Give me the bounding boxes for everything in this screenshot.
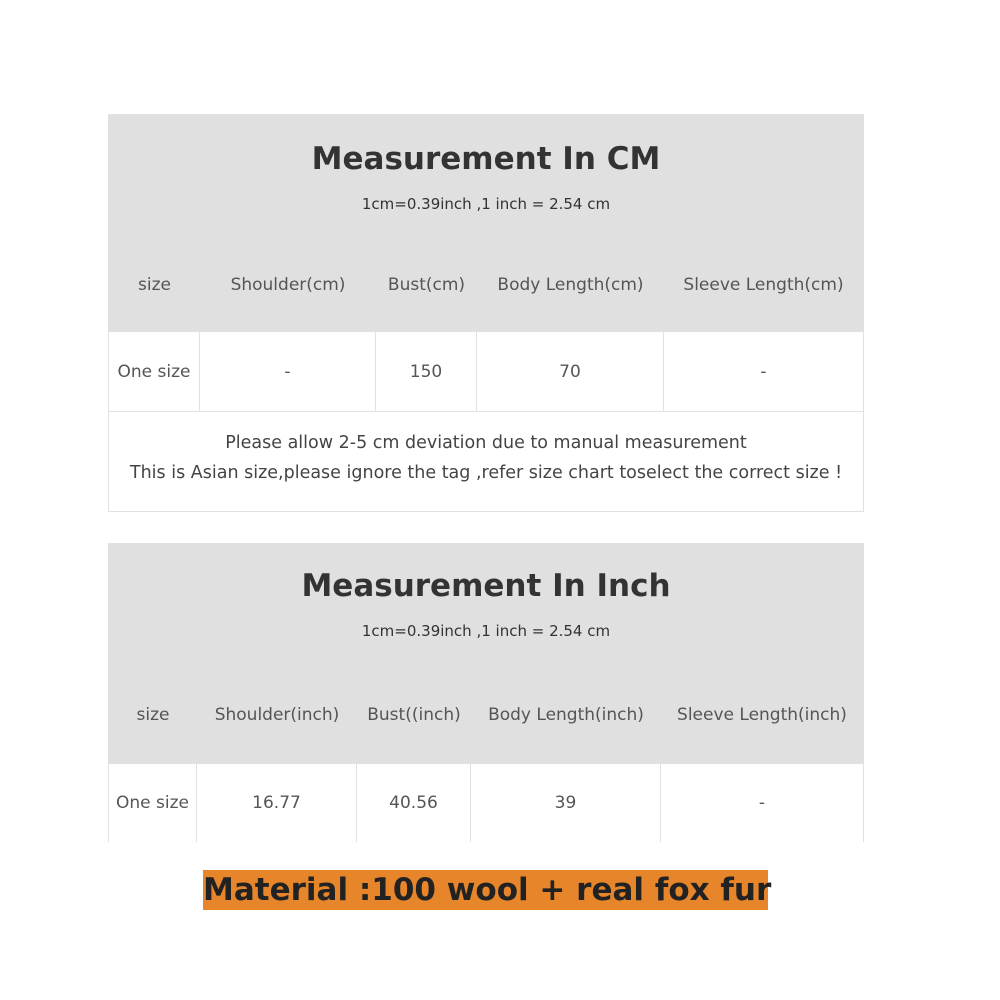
inch-cell-size: One size — [109, 764, 197, 842]
cm-table-row — [109, 331, 863, 412]
cm-header-body-length: Body Length(cm) — [497, 275, 644, 295]
inch-table-row — [109, 763, 863, 842]
cm-cell-size: One size — [109, 332, 200, 412]
inch-cell-body-length: 39 — [471, 764, 661, 842]
inch-chart-title: Measurement In Inch — [301, 568, 671, 604]
inch-header-row — [109, 672, 863, 758]
cm-deviation-note — [109, 411, 863, 511]
inch-conversion-note: 1cm=0.39inch ,1 inch = 2.54 cm — [361, 622, 611, 640]
cm-chart-header — [109, 115, 863, 331]
cm-chart-title: Measurement In CM — [311, 141, 661, 177]
inch-cell-bust: 40.56 — [357, 764, 471, 842]
cm-size-chart — [108, 114, 864, 512]
cm-header-size: size — [138, 275, 171, 295]
inch-header-size: size — [136, 705, 170, 725]
inch-header-shoulder: Shoulder(inch) — [214, 705, 340, 725]
inch-cell-shoulder: 16.77 — [197, 764, 357, 842]
material-label: Material :100 wool + real fox fur — [203, 872, 772, 908]
cm-cell-bust: 150 — [376, 332, 477, 412]
inch-header-body-length: Body Length(inch) — [488, 705, 644, 725]
cm-note-line-1: Please allow 2-5 cm deviation due to manual measurement — [225, 433, 747, 453]
cm-note-line-2: This is Asian size,please ignore the tag ,refer size chart toselect the correct size ! — [129, 463, 843, 483]
cm-conversion-note: 1cm=0.39inch ,1 inch = 2.54 cm — [361, 195, 611, 213]
inch-chart-header — [109, 544, 863, 763]
inch-header-sleeve-length: Sleeve Length(inch) — [677, 705, 847, 725]
cm-cell-body-length: 70 — [477, 332, 664, 412]
inch-header-bust: Bust((inch) — [367, 705, 461, 725]
cm-cell-shoulder: - — [200, 332, 376, 412]
inch-cell-sleeve-length: - — [758, 793, 766, 813]
cm-header-shoulder: Shoulder(cm) — [230, 275, 346, 295]
cm-header-row — [109, 243, 863, 327]
cm-cell-sleeve-length: - — [760, 362, 767, 382]
cm-header-sleeve-length: Sleeve Length(cm) — [683, 275, 844, 295]
inch-size-chart — [108, 543, 864, 842]
cm-header-bust: Bust(cm) — [387, 275, 466, 295]
